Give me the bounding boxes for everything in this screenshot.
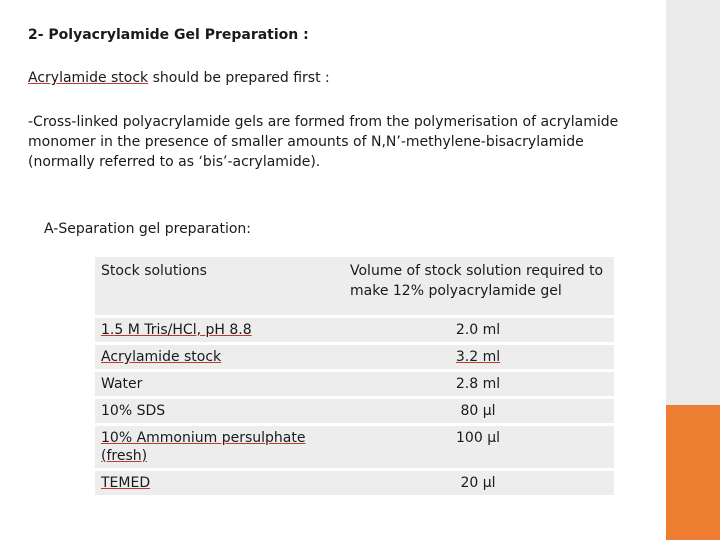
intro-paragraph: -Cross-linked polyacrylamide gels are formed from the polymerisation of acrylamide monomer in the presence of smaller amounts of N,N’-methylene-bisacrylamide (normally referred to as ‘bis’-acrylamide). <box>28 114 619 170</box>
solution-name: Acrylamide stock <box>101 349 222 365</box>
volume-cell: 2.8 ml <box>342 372 614 396</box>
solution-cell: 10% SDS <box>95 399 342 423</box>
solution-name: TEMED <box>101 475 151 491</box>
volume-cell: 20 µl <box>342 471 614 495</box>
solution-cell <box>95 318 342 342</box>
header-volume: Volume of stock solution required to make 12% polyacrylamide gel <box>342 257 614 315</box>
solution-cell <box>95 345 342 369</box>
table-row <box>95 399 614 423</box>
slide-title: 2- Polyacrylamide Gel Preparation : <box>28 27 309 43</box>
volume-cell: 80 µl <box>342 399 614 423</box>
subtitle <box>28 70 330 86</box>
volume-value: 3.2 ml <box>455 349 501 365</box>
subtitle-rest: should be prepared first : <box>148 70 330 86</box>
table-row <box>95 318 614 342</box>
subtitle-underlined-text: Acrylamide stock <box>28 70 149 86</box>
section-heading: A-Separation gel preparation: <box>44 221 252 237</box>
solution-cell <box>95 426 342 468</box>
table-row <box>95 471 614 495</box>
solution-cell: Water <box>95 372 342 396</box>
volume-cell: 100 µl <box>342 426 614 468</box>
table-header-row <box>95 257 614 315</box>
decorative-side-bar <box>666 0 720 405</box>
header-stock-solutions: Stock solutions <box>95 257 342 315</box>
volume-cell: 2.0 ml <box>342 318 614 342</box>
solution-name: 10% Ammonium persulphate (fresh) <box>101 430 306 464</box>
solution-cell <box>95 471 342 495</box>
table-row <box>95 345 614 369</box>
volume-cell <box>342 345 614 369</box>
accent-bar <box>666 405 720 540</box>
recipe-table <box>95 254 614 498</box>
table-row <box>95 426 614 468</box>
solution-name: 1.5 M Tris/HCl, pH 8.8 <box>101 322 252 338</box>
table-row <box>95 372 614 396</box>
